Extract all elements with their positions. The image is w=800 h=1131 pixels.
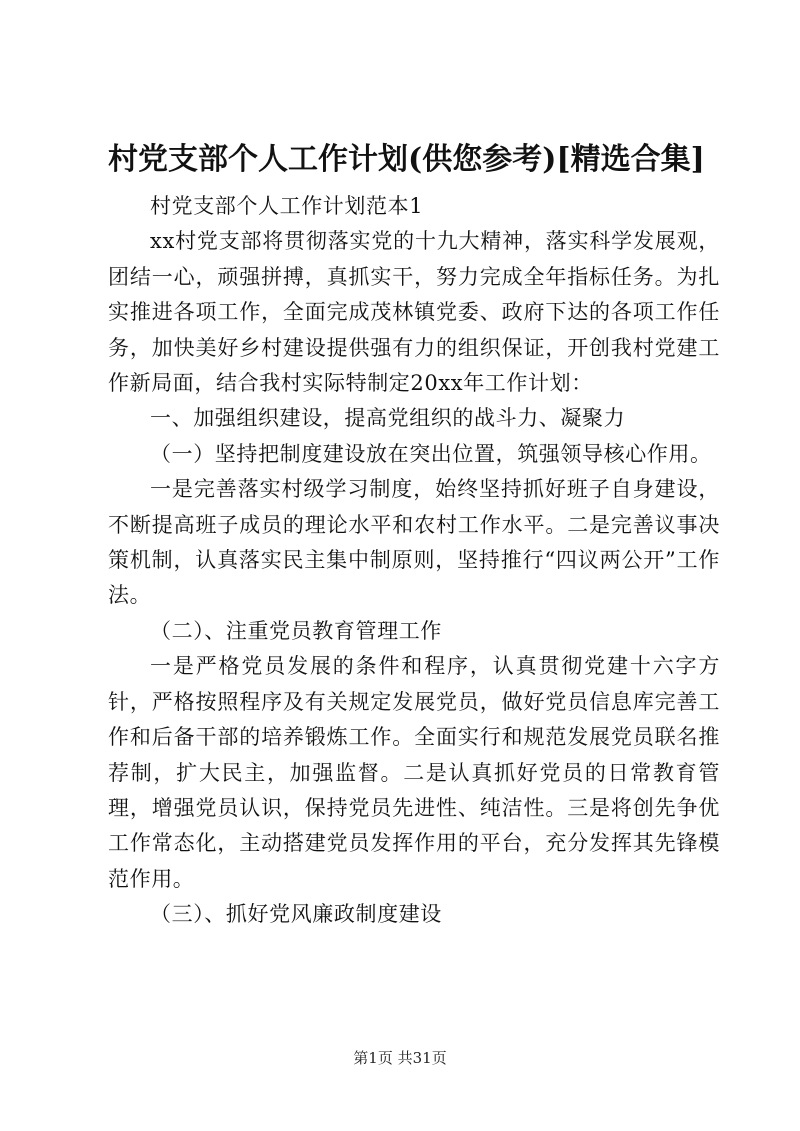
document-body xyxy=(108,189,720,933)
heading-organization-building: 一、加强组织建设，提高党组织的战斗力、凝聚力 xyxy=(150,406,626,431)
paragraph-member-education: 一是严格党员发展的条件和程序，认真贯彻党建十六字方针，严格按照程序及有关规定发展党员，做好党员信息库完善工作和后备干部的培养锻炼工作。全面实行和规范发展党员联名推荐制，扩大民主，加强监督。二是认真抓好党员的日常教育管理，增强党员认识，保持党员先进性、纯洁性。三是将创先争优工作常态化，主动搭建党员发挥作用的平台，充分发挥其先锋模范作用。 xyxy=(108,654,720,891)
subheading-clean-government: （三）、抓好党风廉政制度建设 xyxy=(150,902,442,927)
paragraph-intro: xx村党支部将贯彻落实党的十九大精神，落实科学发展观，团结一心，顽强拼搏，真抓实干，努力完成全年指标任务。为扎实推进各项工作，全面完成茂林镇党委、政府下达的各项工作任务，加快美好乡村建设提供强有力的组织保证，开创我村党建工作新局面，结合我村实际特制定20xx年工作计划： xyxy=(108,229,720,396)
subheading-system-building: （一）坚持把制度建设放在突出位置，筑强领导核心作用。 xyxy=(150,441,712,466)
page-number-footer: 第1页 共31页 xyxy=(353,1049,447,1067)
subheading-member-education: （二）、注重党员教育管理工作 xyxy=(150,618,442,643)
paragraph-system-building: 一是完善落实村级学习制度，始终坚持抓好班子自身建设，不断提高班子成员的理论水平和农村工作水平。二是完善议事决策机制，认真落实民主集中制原则，坚持推行“四议两公开”工作法。 xyxy=(108,477,720,608)
section-subtitle: 村党支部个人工作计划范本1 xyxy=(150,194,424,218)
document-title: 村党支部个人工作计划(供您参考)[精选合集] xyxy=(108,142,705,177)
